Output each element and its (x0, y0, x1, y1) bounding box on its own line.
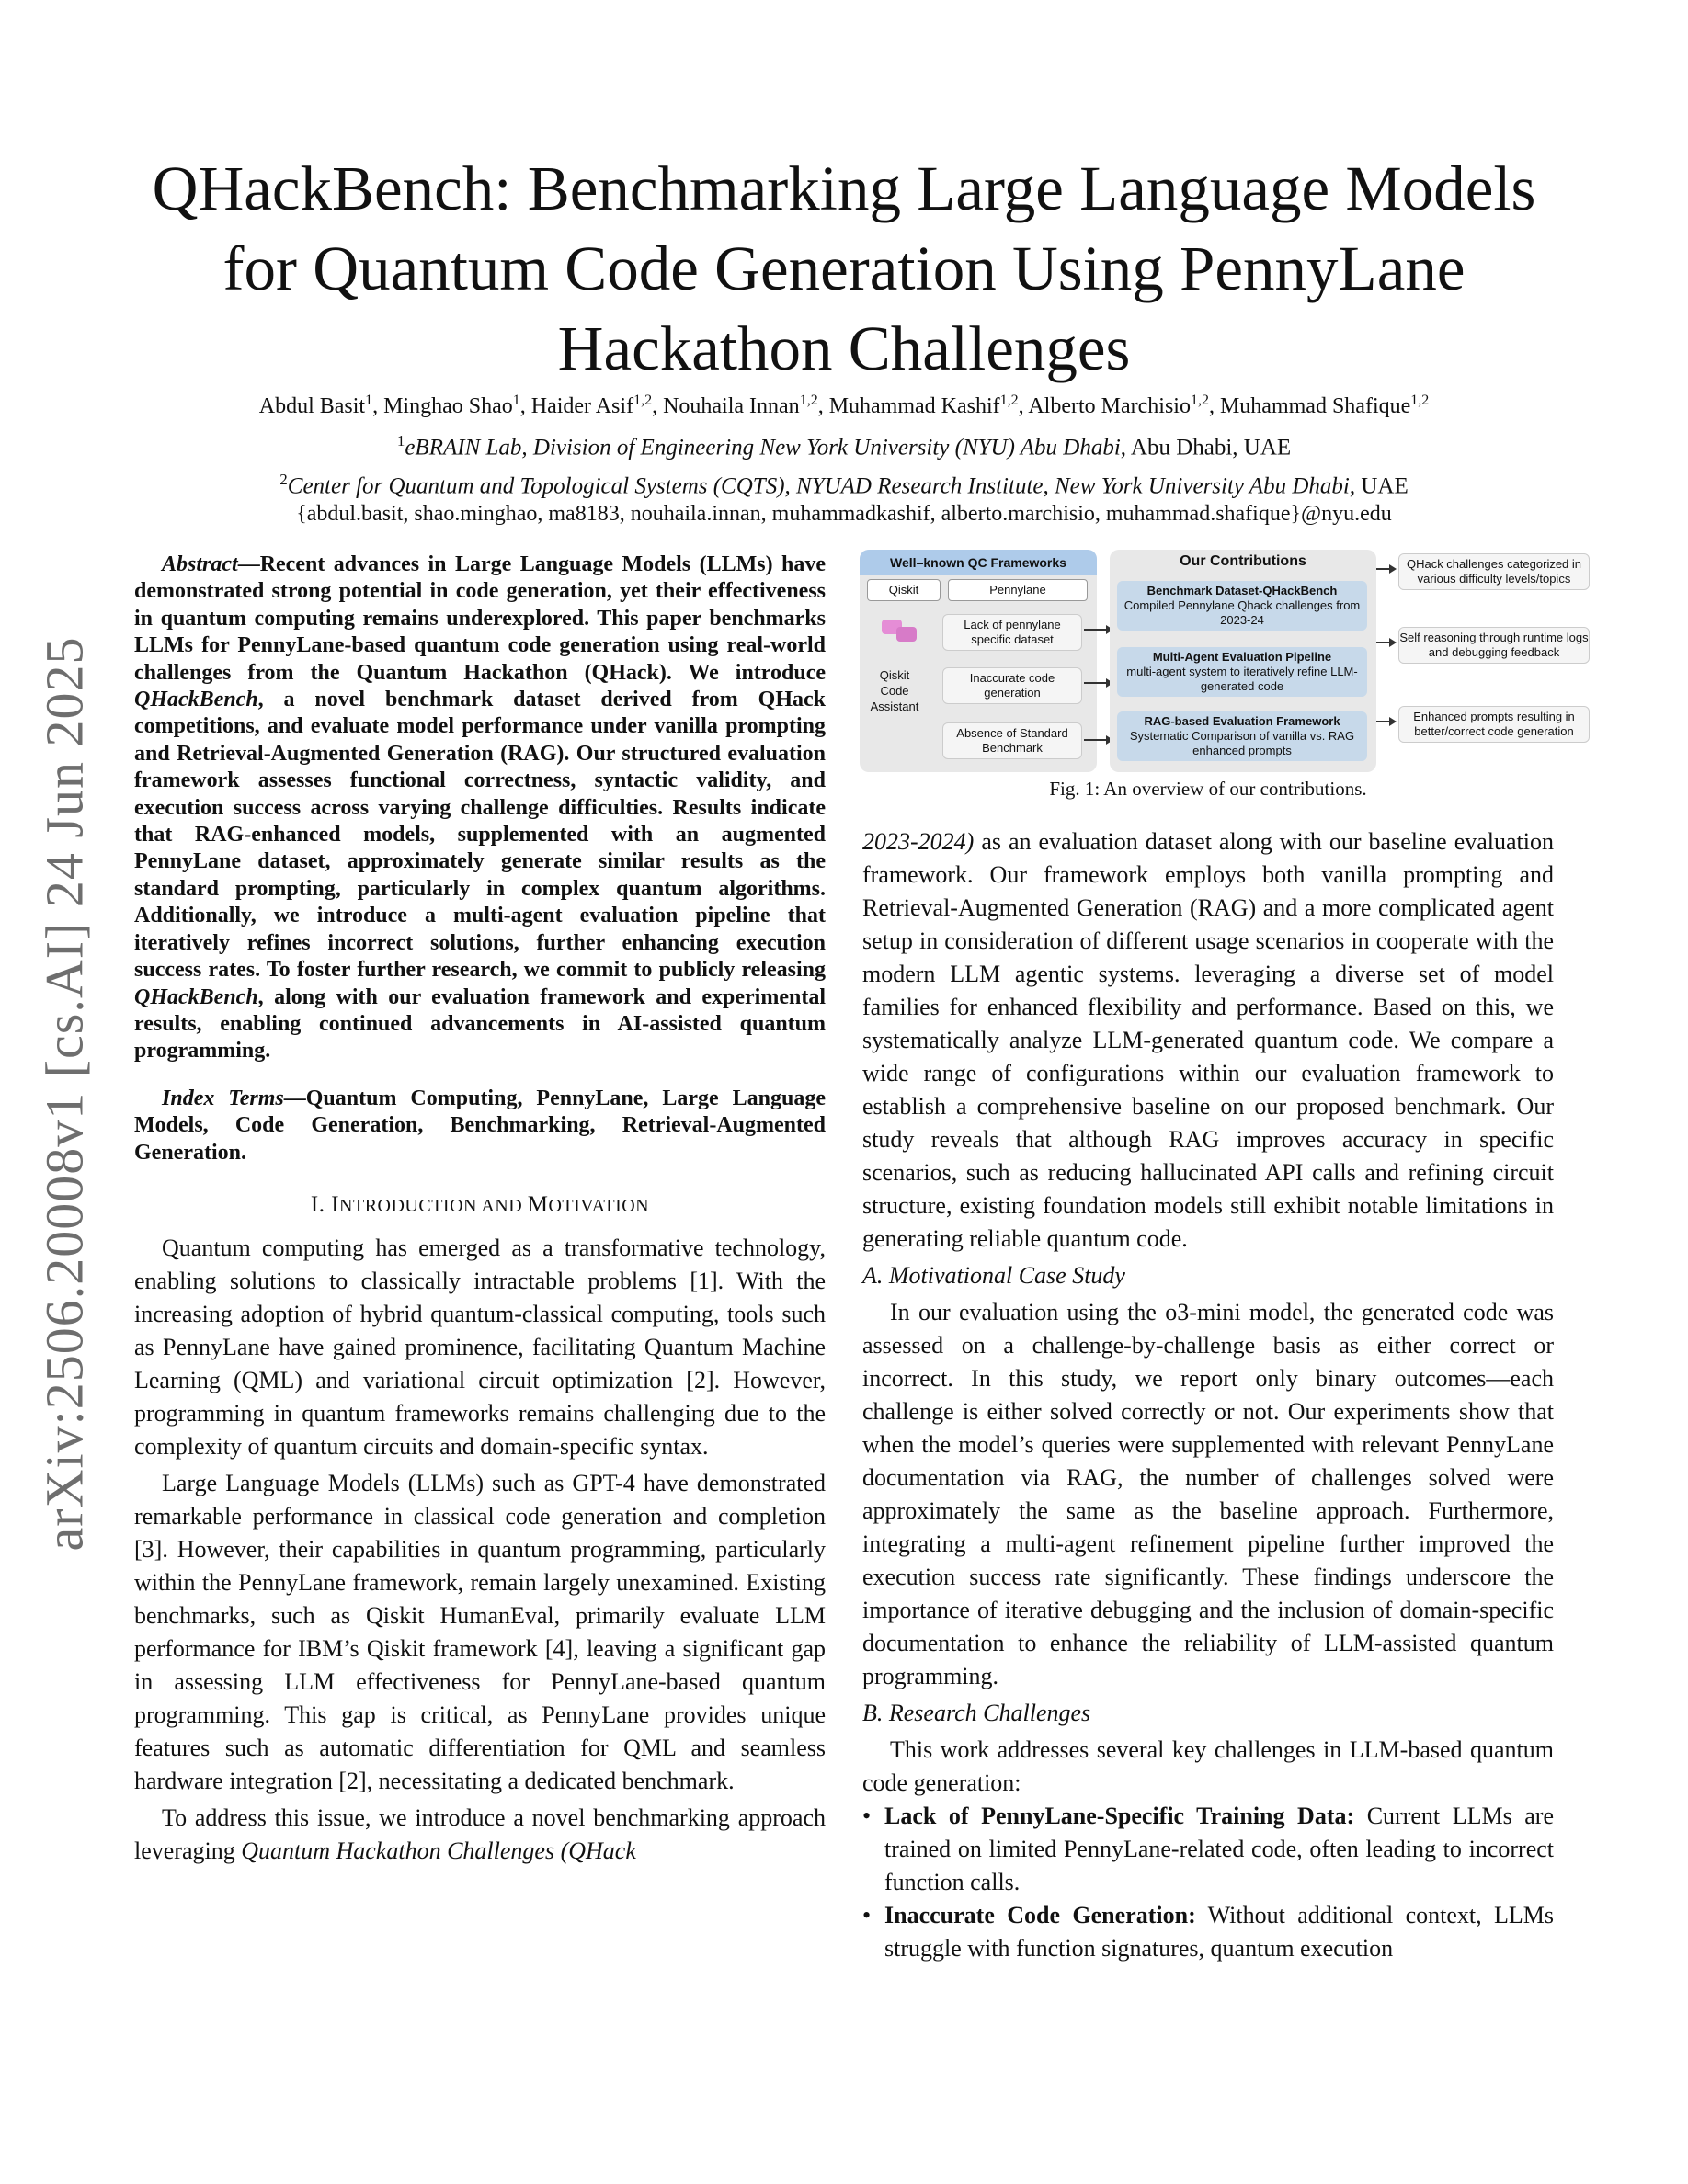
arrow-icon (1084, 682, 1112, 684)
list-item: • Lack of PennyLane-Specific Training Data: Current LLMs are trained on limited PennyLane-related code, often leading to incorrect function calls. (862, 1800, 1554, 1899)
affiliation-1: $^1$eBRAIN Lab, Division of Engineering New York University (NYU) Abu Dhabi, Abu Dhabi, UAE (396, 432, 1292, 461)
author-emails: {abdul.basit, shao.minghao, ma8183, nouhaila.innan, muhammadkashif, alberto.marchisio, muhammad.shafique}@nyu.edu (296, 502, 1392, 526)
paragraph: To address this issue, we introduce a novel benchmarking approach leveraging Quantum Hackathon Challenges (QHack (134, 1803, 826, 1864)
figure-contributions-overview (860, 550, 1588, 772)
index-terms: Index Terms—Quantum Computing, PennyLane, Large Language Models, Code Generation, Benchmarking, Retrieval-Augmented Generation. (134, 1086, 827, 1165)
contribution-box: RAG-based Evaluation Framework Systematic Comparison of vanilla vs. RAG enhanced prompts (1117, 711, 1367, 761)
author: Alberto Marchisio$^{1,2}$ (1028, 392, 1209, 418)
contribution-box: Benchmark Dataset-QHackBench Compiled Pennylane Qhack challenges from 2023-24 (1117, 581, 1367, 631)
author: Abdul Basit$^1$ (258, 392, 373, 418)
challenge-list (862, 1800, 1554, 1965)
qiskit-label: Qiskit (867, 579, 941, 601)
arrow-icon (1376, 721, 1395, 722)
author: Muhammad Kashif$^{1,2}$ (828, 392, 1019, 418)
contribution-box: Multi-Agent Evaluation Pipeline multi-agent system to iteratively refine LLM-generated code (1117, 647, 1367, 697)
issue-box: Inaccurate code generation (942, 667, 1082, 704)
contributions-header: Our Contributions (1180, 553, 1306, 569)
author: Haider Asif$^{1,2}$ (530, 392, 653, 418)
subsection-heading-research-challenges: B. Research Challenges (862, 1700, 1091, 1726)
issue-box: Absence of Standard Benchmark (942, 722, 1082, 759)
section-heading-introduction: I. INTRODUCTION AND MOTIVATION (310, 1191, 650, 1217)
subsection-heading-motivational-case-study: A. Motivational Case Study (862, 1262, 1125, 1289)
contributions-panel (1110, 550, 1376, 772)
issue-box: Lack of pennylane specific dataset (942, 614, 1082, 651)
paragraph: In our evaluation using the o3-mini model, the generated code was assessed on a challenge-by-challenge basis as either correct or incorrect. In this study, we report only binary outcomes—each challenge is either solved correctly or not. Our experiments show that when the model’s queries were supplemented with relevant PennyLane documentation via RAG, the number of challenges solved were approximately the same as the baseline approach. Furthermore, integrating a multi-agent refinement pipeline further improved the execution success rate significantly. These findings underscore the importance of iterative debugging and the inclusion of domain-specific documentation to enhance the reliability of LLM-assisted quantum programming. (862, 1299, 1554, 1689)
outcome-box: QHack challenges categorized in various difficulty levels/topics (1398, 553, 1590, 590)
paper-title: QHackBench: Benchmarking Large Language Models for Quantum Code Generation Using PennyLane Hackathon Challenges (152, 154, 1536, 383)
arxiv-sidebar-stamp (28, 616, 101, 1572)
author-list: Abdul Basit$^1$, Minghao Shao$^1$, Haider Asif$^{1,2}$, Nouhaila Innan$^{1,2}$, Muhammad Kashif$^{1,2}$, Alberto Marchisio$^{1,2}$, Muhammad Shafique$^{1,2}$ (258, 392, 1430, 418)
paragraph: Large Language Models (LLMs) such as GPT-4 have demonstrated remarkable performance in classical code generation and completion [3]. However, their capabilities in quantum programming, particularly within the PennyLane framework, remain largely unexamined. Existing benchmarks, such as Qiskit HumanEval, primarily evaluate LLM performance for IBM’s Qiskit framework [4], leaving a significant gap in assessing LLM effectiveness for PennyLane-based quantum programming. This gap is critical, as PennyLane provides unique features such as automatic differentiation for QML and seamless hardware integration [2], necessitating a dedicated benchmark. (134, 1469, 826, 1794)
outcome-box: Self reasoning through runtime logs and debugging feedback (1398, 627, 1590, 664)
right-column (862, 825, 1554, 1965)
qiskit-assistant-label: Qiskit Code Assistant (870, 668, 919, 713)
paragraph: 2023-2024) as an evaluation dataset along with our baseline evaluation framework. Our framework employs both vanilla prompting and Retrieval-Augmented Generation (RAG) and a more complicated agent setup in consideration of different usage scenarios in cooperate with the modern LLM agentic systems. leveraging a diverse set of model families for enhanced flexibility and performance. Based on this, we systematically analyze LLM-generated quantum code. We compare a wide range of configurations within our evaluation framework to establish a comprehensive baseline on our proposed benchmark. Our study reveals that although RAG improves accuracy in specific scenarios, such as reducing hallucinated API calls and refining circuit structure, existing foundation models still exhibit notable limitations in generating reliable quantum code. (862, 828, 1554, 1252)
abstract: Abstract—Recent advances in Large Language Models (LLMs) have demonstrated strong potential in code generation, yet their effectiveness in quantum computing remains underexplored. This paper benchmarks LLMs for PennyLane-based quantum code generation using real-world challenges from the Quantum Hackathon (QHack). We introduce QHackBench, a novel benchmark dataset derived from QHack competitions, and evaluate model performance under vanilla prompting and Retrieval-Augmented Generation (RAG). Our structured evaluation framework assesses functional correctness, syntactic validity, and execution success across varying challenge difficulties. Results indicate that RAG-enhanced models, supplemented with an augmented PennyLane dataset, approximately generate similar results as the standard prompting, particularly in complex quantum algorithms. Additionally, we introduce a multi-agent evaluation pipeline that iteratively refines incorrect solutions, further enhancing execution success rates. To foster further research, we commit to publicly releasing QHackBench, along with our evaluation framework and experimental results, enabling continued advancements in AI-assisted quantum programming. (134, 552, 826, 1064)
frameworks-header: Well–known QC Frameworks (860, 550, 1097, 575)
arxiv-id: arXiv:2506.20008v1 [cs.AI] 24 Jun 2025 (34, 636, 95, 1552)
outcome-box: Enhanced prompts resulting in better/correct code generation (1398, 706, 1590, 743)
list-item: • Inaccurate Code Generation: Without additional context, LLMs struggle with function signatures, quantum execution (862, 1899, 1554, 1965)
frameworks-panel (860, 550, 1097, 772)
author: Minghao Shao$^1$ (383, 392, 520, 418)
paragraph: Quantum computing has emerged as a transformative technology, enabling solutions to classically intractable problems [1]. With the increasing adoption of hybrid quantum-classical computing, tools such as PennyLane have gained prominence, facilitating Quantum Machine Learning (QML) and variational circuit optimization [2]. However, programming in quantum frameworks remains challenging due to the complexity of quantum circuits and domain-specific syntax. (134, 1234, 826, 1460)
pennylane-label: Pennylane (948, 579, 1088, 601)
figure-caption: Fig. 1: An overview of our contributions. (1049, 778, 1367, 800)
paragraph: This work addresses several key challenges in LLM-based quantum code generation: (862, 1736, 1554, 1796)
arrow-icon (1084, 739, 1112, 741)
author: Nouhaila Innan$^{1,2}$ (663, 392, 818, 418)
arrow-icon (1376, 568, 1395, 570)
arrow-icon (1084, 629, 1112, 631)
chat-bubble-icon (896, 627, 917, 642)
affiliation-2: $^2$Center for Quantum and Topological Systems (CQTS), NYUAD Research Institute, New York University Abu Dhabi, UAE (279, 471, 1409, 499)
left-column (134, 552, 826, 1868)
author: Muhammad Shafique$^{1,2}$ (1219, 392, 1430, 418)
arrow-icon (1376, 642, 1395, 643)
